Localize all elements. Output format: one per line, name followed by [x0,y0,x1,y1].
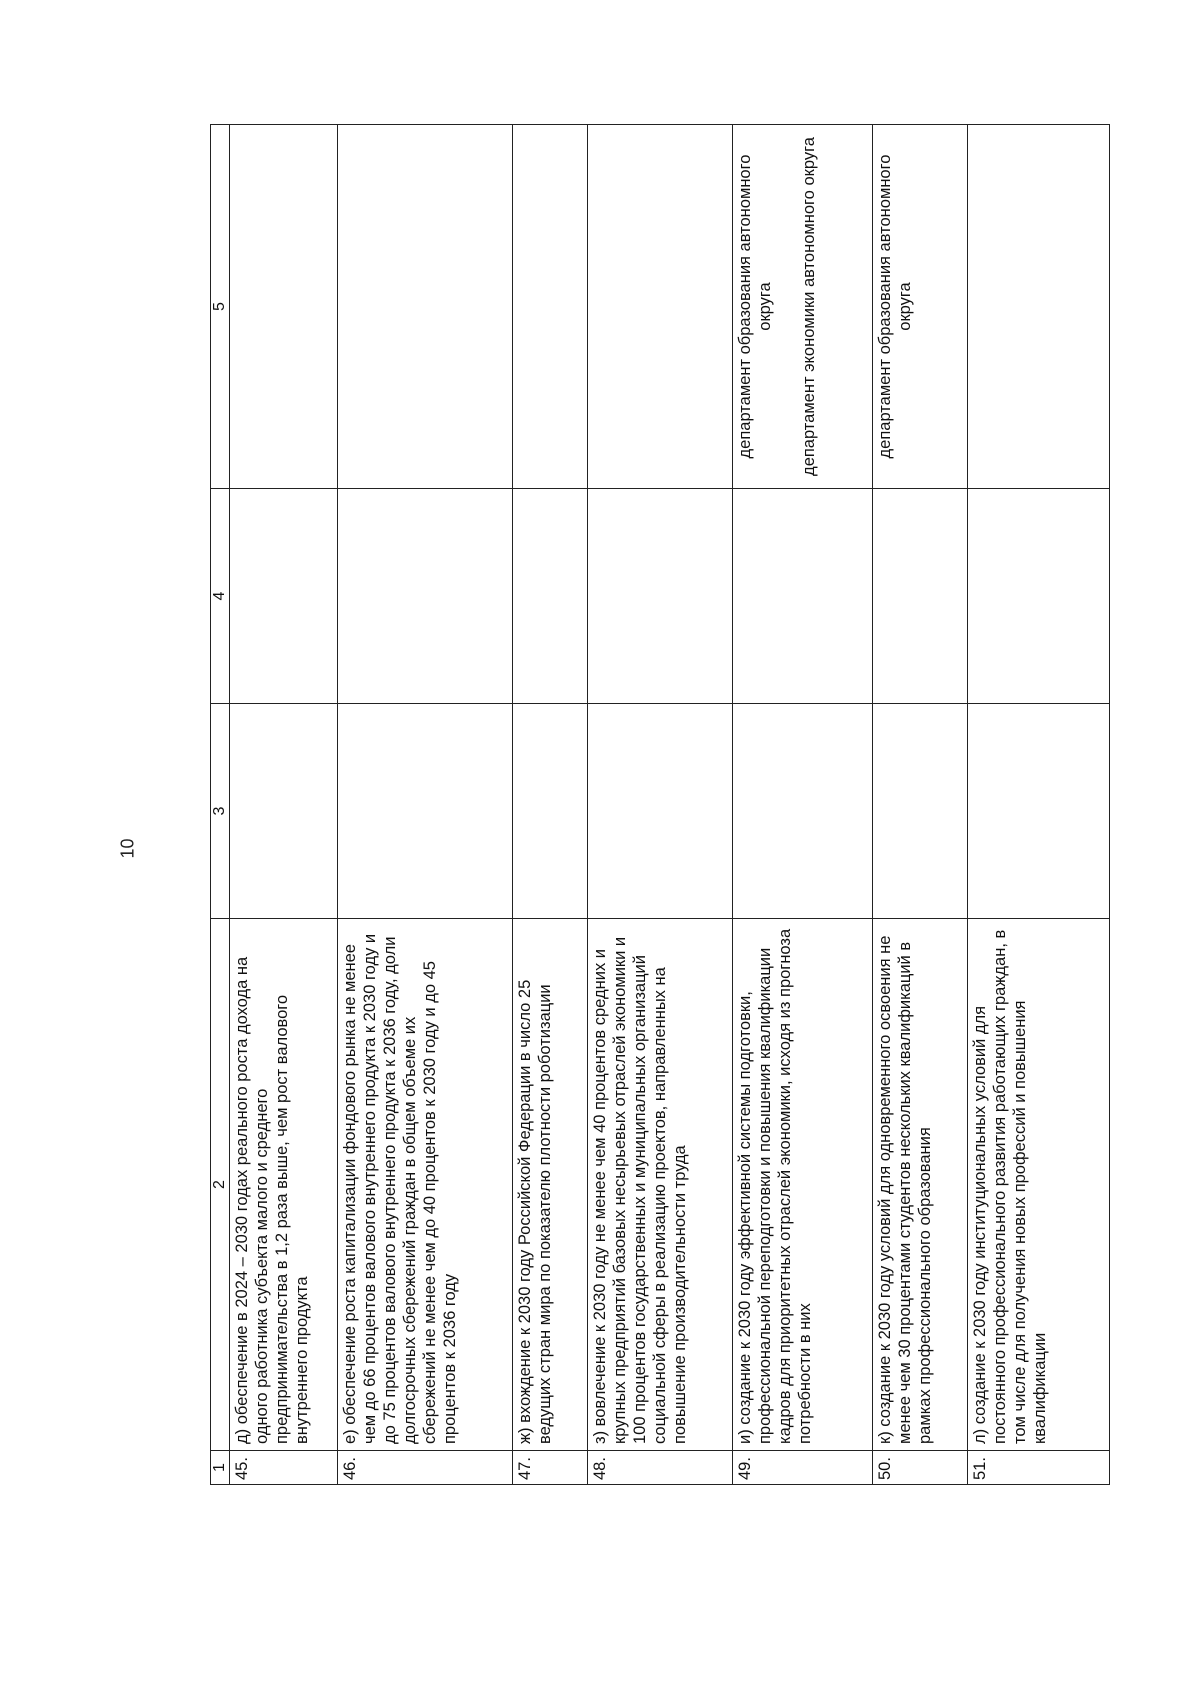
table-row [338,125,513,1485]
table-row [733,125,873,1485]
header-row [211,125,230,1485]
table-row [513,125,588,1485]
row-number: 45. [230,1451,338,1485]
row-col4 [513,489,588,704]
row-text: и) создание к 2030 году эффективной системы подготовки, профессиональной переподготовки и повышения квалификации кадров для приоритетных отраслей экономики, исходя из прогноза потребности в них [733,919,873,1451]
measures-table [210,124,1110,1485]
row-text: ж) вхождение к 2030 году Российской Федерации в число 25 ведущих стран мира по показателю плотности роботизации [513,919,588,1451]
row-col5 [588,125,733,489]
row-col3 [338,704,513,919]
row-col5 [968,125,1110,489]
spacer [775,131,799,482]
row-col3 [968,704,1110,919]
table-row [230,125,338,1485]
header-col-5: 5 [211,125,230,489]
header-col-1: 1 [211,1451,230,1485]
row-col4 [230,489,338,704]
row-text: к) создание к 2030 году условий для одновременного освоения не менее чем 30 процентами студентов нескольких квалификаций в рамках профессионального образования [873,919,968,1451]
row-number: 48. [588,1451,733,1485]
row-col4 [968,489,1110,704]
table-row [968,125,1110,1485]
row-number: 49. [733,1451,873,1485]
row-number: 50. [873,1451,968,1485]
header-col-4: 4 [211,489,230,704]
row-col3 [230,704,338,919]
row-text: д) обеспечение в 2024 – 2030 годах реального роста дохода на одного работника субъекта малого и среднего предпринимательства в 1,2 раза выше, чем рост валового внутреннего продукта [230,919,338,1451]
row-col4 [873,489,968,704]
row-col3 [588,704,733,919]
header-col-2: 2 [211,919,230,1451]
row-col3 [873,704,968,919]
responsible-department: департамент экономики автономного округа [800,137,818,476]
row-col5 [338,125,513,489]
row-col5 [873,125,968,489]
row-col4 [338,489,513,704]
row-number: 46. [338,1451,513,1485]
row-col5 [733,125,873,489]
table-row [588,125,733,1485]
row-text: е) обеспечение роста капитализации фондового рынка не менее чем до 66 процентов валового внутреннего продукта к 2030 году и до 75 процентов валового внутреннего продукта к 2036 году, доли долгосрочных сбережений граждан в общем объеме их сбережений не менее чем до 40 процентов к 2030 году и до 45 процентов к 2036 году [338,919,513,1451]
row-number: 47. [513,1451,588,1485]
row-col5 [230,125,338,489]
header-col-3: 3 [211,704,230,919]
row-number: 51. [968,1451,1110,1485]
responsible-department: департамент образования автономного округа [876,154,914,459]
row-col4 [588,489,733,704]
rotated-table-container [210,125,1110,1485]
page-number: 10 [117,838,138,859]
row-col3 [513,704,588,919]
row-col4 [733,489,873,704]
row-col3 [733,704,873,919]
row-text: л) создание к 2030 году институциональных условий для постоянного профессионального развития работающих граждан, в том числе для получения новых профессий и повышения квалификации [968,919,1110,1451]
row-col5 [513,125,588,489]
row-text: з) вовлечение к 2030 году не менее чем 40 процентов средних и крупных предприятий базовых несырьевых отраслей экономики и 100 процентов государственных и муниципальных организаций социальной сферы в реализацию проектов, направленных на повышение производительности труда [588,919,733,1451]
responsible-department: департамент образования автономного округа [736,154,774,459]
table-row [873,125,968,1485]
